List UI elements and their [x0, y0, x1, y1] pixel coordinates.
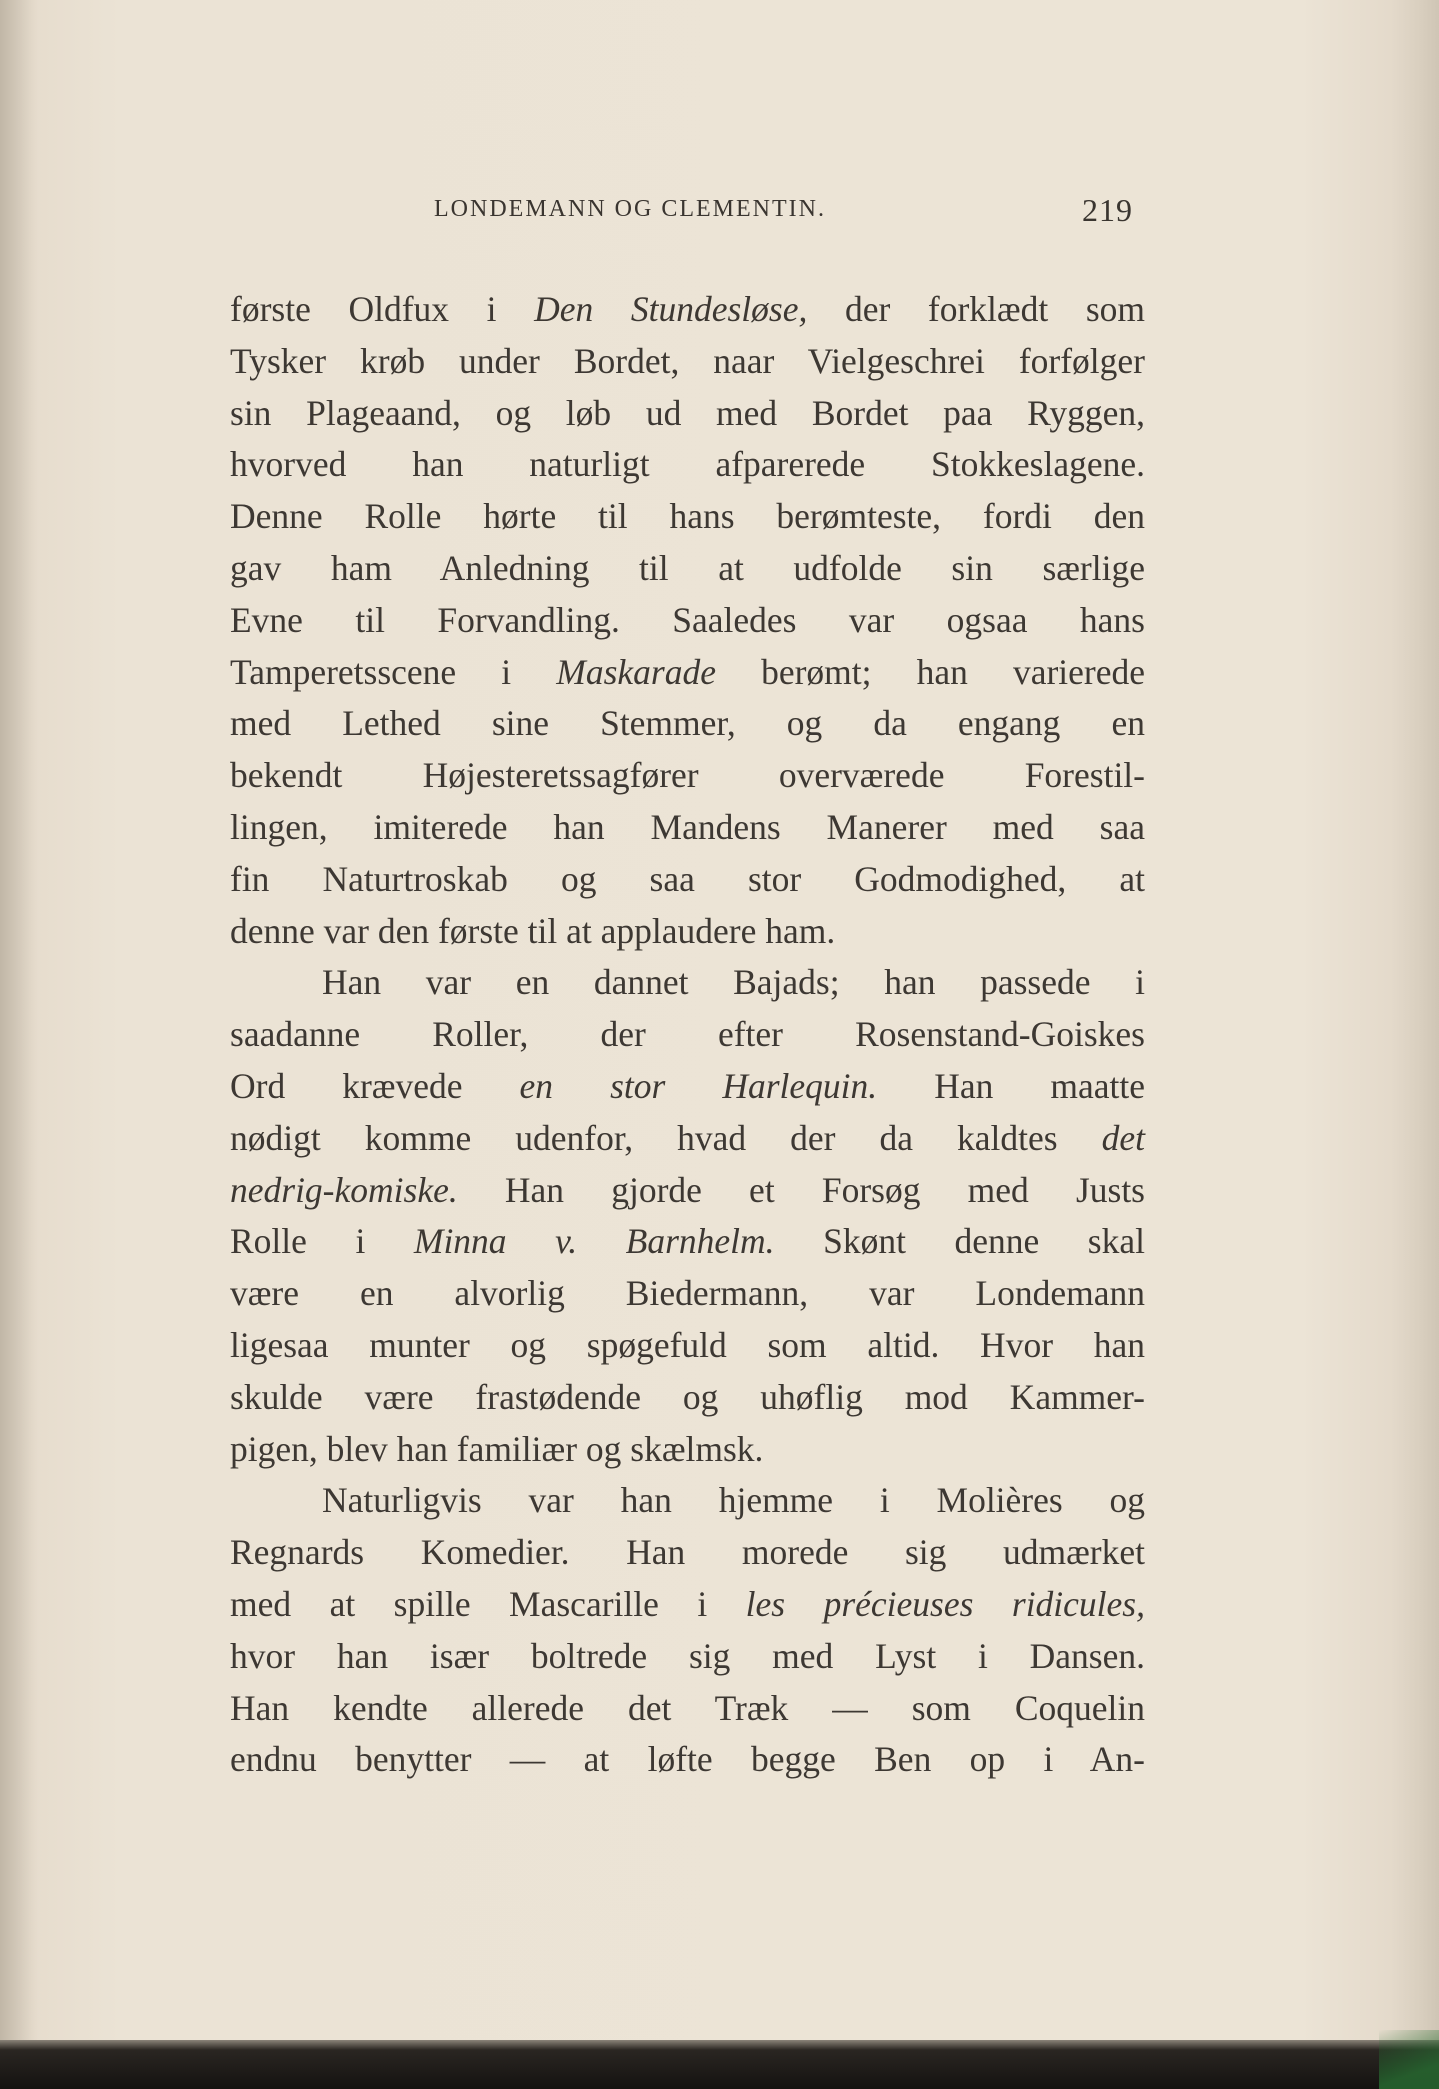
text-line: Regnards Komedier. Han morede sig udmærket: [230, 1532, 1145, 1573]
text-line: sin Plageaand, og løb ud med Bordet paa Ryggen,: [230, 392, 1145, 433]
text-line: Rolle i Minna v. Barnhelm. Skønt denne skal: [230, 1221, 1145, 1262]
text-line: Tysker krøb under Bordet, naar Vielgeschrei forfølger: [230, 340, 1145, 381]
text-line: ligesaa munter og spøgefuld som altid. Hvor han: [230, 1324, 1145, 1365]
text-line: fin Naturtroskab og saa stor Godmodighed, at: [230, 858, 1145, 899]
text-line: Denne Rolle hørte til hans berømteste, fordi den: [230, 496, 1145, 537]
paragraph-first-line: Han var en dannet Bajads; han passede i: [322, 962, 1145, 1003]
text-line: Tamperetsscene i Maskarade berømt; han varierede: [230, 651, 1145, 692]
page-number: 219: [1082, 192, 1133, 228]
spine-shadow: [0, 0, 38, 2089]
paragraph-last-line: denne var den første til at applaudere ham.: [230, 910, 836, 951]
paragraph-last-line: pigen, blev han familiær og skælmsk.: [230, 1428, 764, 1469]
running-head: [434, 192, 1154, 230]
paragraph-first-line: Naturligvis var han hjemme i Molières og: [322, 1480, 1145, 1521]
body-text: [230, 284, 1145, 1786]
text-line: Ord krævede en stor Harlequin. Han maatte: [230, 1065, 1145, 1106]
text-line: hvor han især boltrede sig med Lyst i Dansen.: [230, 1635, 1145, 1676]
text-line: nedrig-komiske. Han gjorde et Forsøg med Justs: [230, 1169, 1145, 1210]
book-bottom-edge: [0, 2040, 1439, 2089]
text-line: nødigt komme udenfor, hvad der da kaldtes det: [230, 1117, 1145, 1158]
text-line: hvorved han naturligt afparerede Stokkeslagene.: [230, 444, 1145, 485]
text-line: bekendt Højesteretssagfører overværede Forestil-: [230, 755, 1145, 796]
book-cover-corner: [1379, 2030, 1439, 2089]
text-line: med Lethed sine Stemmer, og da engang en: [230, 703, 1145, 744]
running-title: LONDEMANN OG CLEMENTIN.: [434, 196, 826, 222]
text-line: saadanne Roller, der efter Rosenstand-Goiskes: [230, 1014, 1145, 1055]
text-line: Han kendte allerede det Træk — som Coquelin: [230, 1687, 1145, 1728]
text-line: endnu benytter — at løfte begge Ben op i An-: [230, 1739, 1145, 1780]
text-line: skulde være frastødende og uhøflig mod Kammer-: [230, 1376, 1145, 1417]
text-line: Evne til Forvandling. Saaledes var ogsaa hans: [230, 599, 1145, 640]
text-line: gav ham Anledning til at udfolde sin særlige: [230, 547, 1145, 588]
text-line: med at spille Mascarille i les précieuses ridicules,: [230, 1583, 1145, 1624]
text-line: første Oldfux i Den Stundesløse, der forklædt som: [230, 289, 1145, 329]
text-line: være en alvorlig Biedermann, var Londemann: [230, 1273, 1145, 1314]
text-line: lingen, imiterede han Mandens Manerer med saa: [230, 806, 1145, 847]
